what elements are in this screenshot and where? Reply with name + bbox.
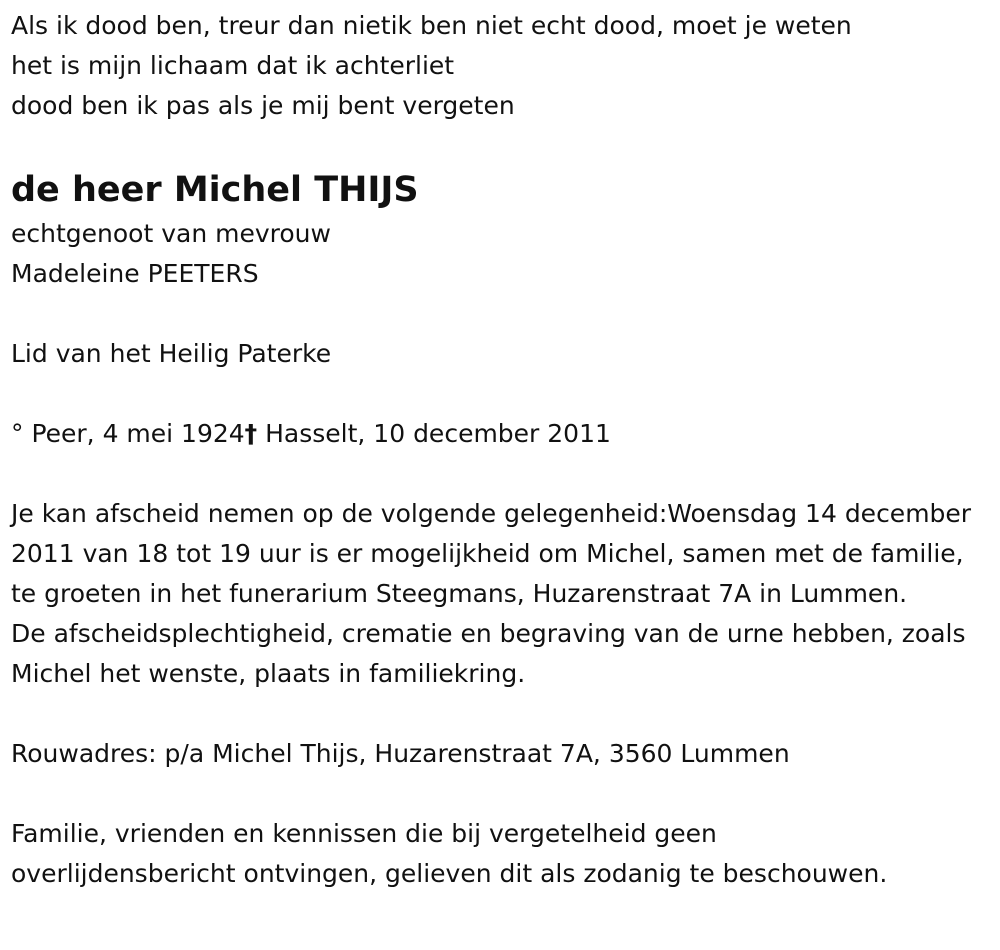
closing-line-2: overlijdensbericht ontvingen, gelieven dit als zodanig te beschouwen.: [11, 859, 888, 888]
ceremony-info: De afscheidsplechtigheid, crematie en begraving van de urne hebben, zoals Michel het wenste, plaats in familiekring.: [11, 619, 966, 688]
membership: Lid van het Heilig Paterke: [11, 339, 332, 368]
poem-line-1: Als ik dood ben, treur dan nietik ben niet echt dood, moet je weten: [11, 11, 852, 40]
death-info: Hasselt, 10 december 2011: [257, 419, 611, 448]
closing-line-1: Familie, vrienden en kennissen die bij vergetelheid geen: [11, 819, 717, 848]
spacer: [11, 374, 986, 414]
spouse-line-1: echtgenoot van mevrouw: [11, 219, 331, 248]
spouse-line-2: Madeleine PEETERS: [11, 259, 259, 288]
deceased-name: de heer Michel THIJS: [11, 170, 419, 210]
spacer: [11, 126, 986, 166]
poem: [11, 6, 986, 126]
poem-line-2: het is mijn lichaam dat ik achterliet: [11, 51, 455, 80]
spacer: [11, 454, 986, 494]
poem-line-3: dood ben ik pas als je mij bent vergeten: [11, 91, 515, 120]
visitation-info: Je kan afscheid nemen op de volgende gelegenheid:Woensdag 14 december 2011 van 18 tot 19 uur is er mogelijkheid om Michel, samen met de familie, te groeten in het funerarium Steegmans, Huzarenstraat 7A in Lummen.: [11, 499, 972, 608]
spacer: [11, 694, 986, 734]
spacer: [11, 774, 986, 814]
mourning-address: Rouwadres: p/a Michel Thijs, Huzarenstraat 7A, 3560 Lummen: [11, 739, 790, 768]
spacer: [11, 294, 986, 334]
cross-icon: †: [244, 419, 258, 448]
death-notice: [11, 6, 986, 894]
life-dates: [11, 414, 986, 454]
birth-info: ° Peer, 4 mei 1924: [11, 419, 245, 448]
